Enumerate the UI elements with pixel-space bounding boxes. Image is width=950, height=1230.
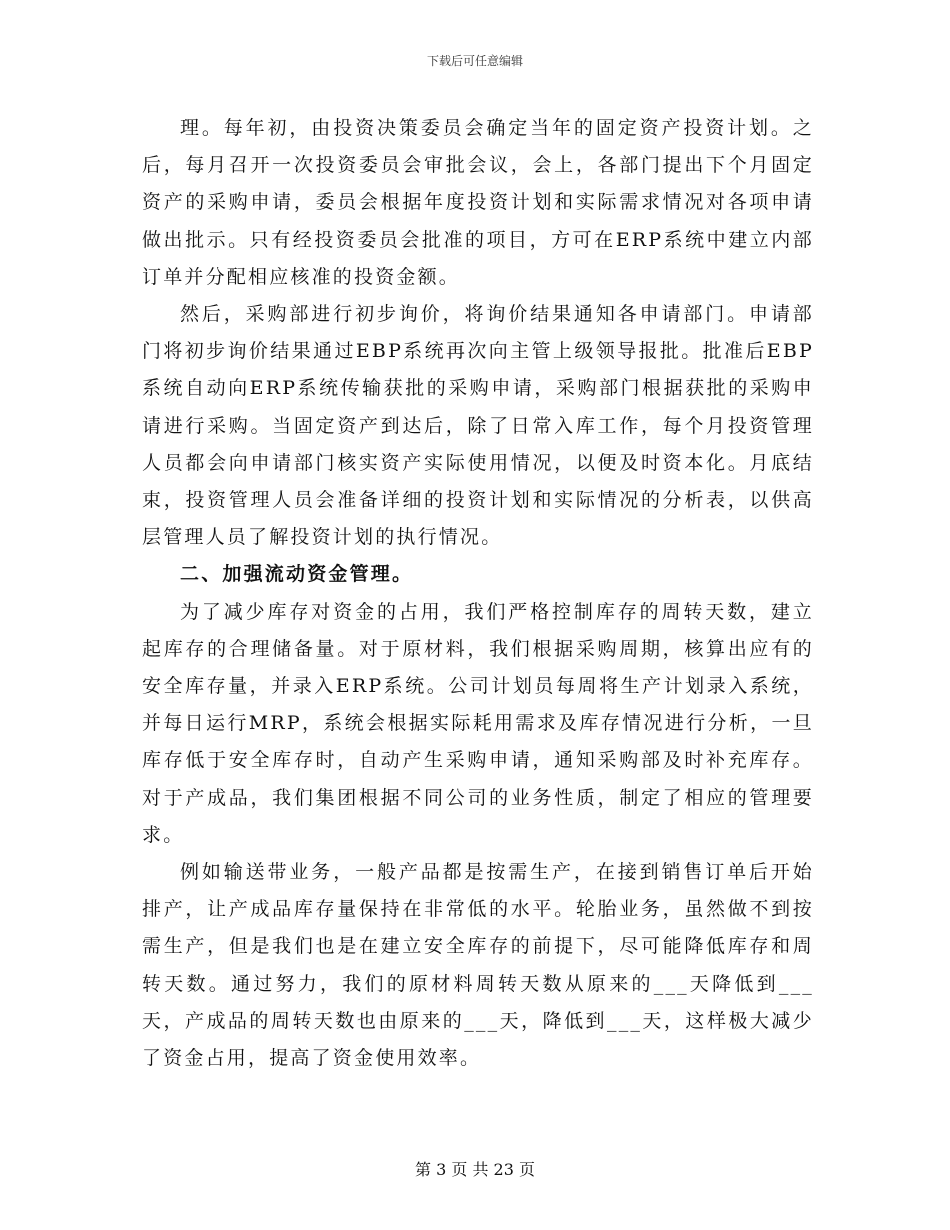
- page-number: 第 3 页 共 23 页: [415, 1160, 535, 1179]
- paragraph-1: 理。每年初，由投资决策委员会确定当年的固定资产投资计划。之后，每月召开一次投资委员会审批会议，会上，各部门提出下个月固定资产的采购申请，委员会根据年度投资计划和实际需求情况对各项申请做出批示。只有经投资委员会批准的项目，方可在ERP系统中建立内部订单并分配相应核准的投资金额。: [142, 117, 814, 288]
- paragraph-3: 为了减少库存对资金的占用，我们严格控制库存的周转天数，建立起库存的合理储备量。对于原材料，我们根据采购周期，核算出应有的安全库存量，并录入ERP系统。公司计划员每周将生产计划录入系统，并每日运行MRP，系统会根据实际耗用需求及库存情况进行分析，一旦库存低于安全库存时，自动产生采购申请，通知采购部及时补充库存。对于产成品，我们集团根据不同公司的业务性质，制定了相应的管理要求。: [142, 600, 814, 846]
- document-body: [142, 110, 814, 1077]
- paragraph-2: 然后，采购部进行初步询价，将询价结果通知各申请部门。申请部门将初步询价结果通过EBP系统再次向主管上级领导报批。批准后EBP系统自动向ERP系统传输获批的采购申请，采购部门根据获批的采购申请进行采购。当固定资产到达后，除了日常入库工作，每个月投资管理人员都会向申请部门核实资产实际使用情况，以便及时资本化。月底结束，投资管理人员会准备详细的投资计划和实际情况的分析表，以供高层管理人员了解投资计划的执行情况。: [142, 303, 814, 549]
- page-header: 下载后可任意编辑: [426, 54, 523, 68]
- paragraph-4: 例如输送带业务，一般产品都是按需生产，在接到销售订单后开始排产，让产成品库存量保持在非常低的水平。轮胎业务，虽然做不到按需生产，但是我们也是在建立安全库存的前提下，尽可能降低库存和周转天数。通过努力，我们的原材料周转天数从原来的___天降低到___天，产成品的周转天数也由原来的___天，降低到___天，这样极大减少了资金占用，提高了资金使用效率。: [142, 861, 814, 1070]
- section-heading: 二、加强流动资金管理。: [180, 563, 414, 586]
